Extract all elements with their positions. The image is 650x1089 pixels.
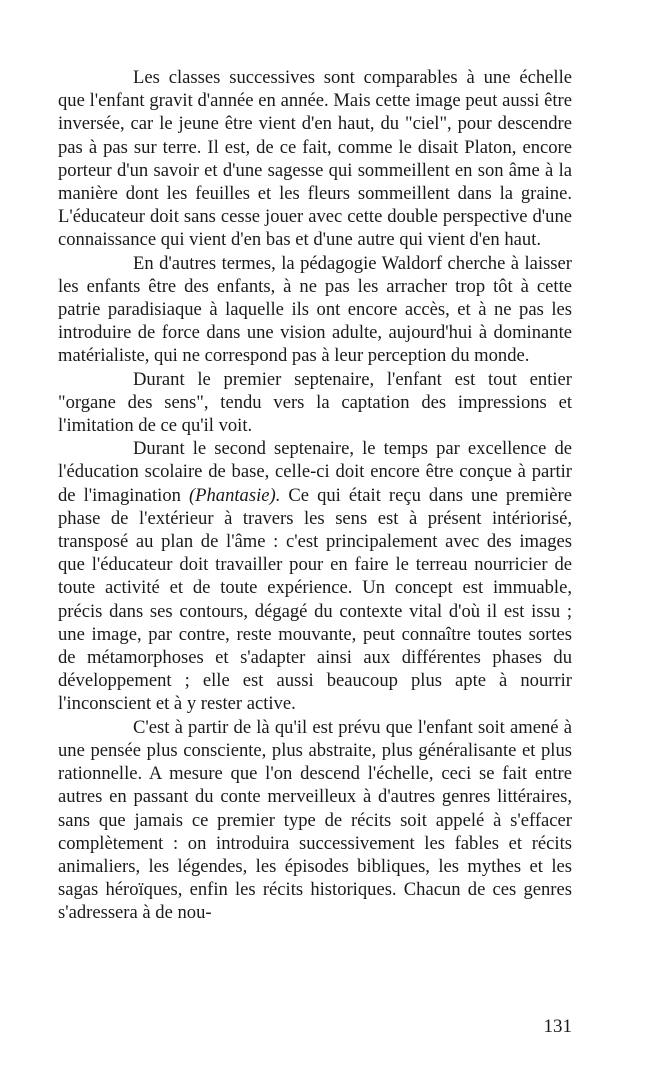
- paragraph-4: [58, 437, 572, 715]
- paragraph-2: En d'autres termes, la pédagogie Waldorf cherche à laisser les enfants être des enfants, à ne pas les arracher trop tôt à cette patrie paradisiaque à laquelle ils ont encore accès, et à ne pas les introduire de force dans une vision adulte, aujourd'hui à dominante matérialiste, qui ne correspond pas à leur perception du monde.: [58, 252, 572, 367]
- body-text: [58, 66, 572, 925]
- paragraph-5: C'est à partir de là qu'il est prévu que l'enfant soit amené à une pensée plus consciente, plus abstraite, plus généralisante et plus rationnelle. A mesure que l'on descend l'échelle, ceci se fait entre autres en passant du conte merveilleux à d'autres genres littéraires, sans que jamais ce premier type de récits soit appelé à s'effacer complètement : on introduira successivement les fables et récits animaliers, les légendes, les épisodes bibliques, les mythes et les sagas héroïques, enfin les récits historiques. Chacun de ces genres s'adressera à de nou-: [58, 716, 572, 924]
- paragraph-1: Les classes successives sont comparables à une échelle que l'enfant gravit d'année en année. Mais cette image peut aussi être inversée, car le jeune être vient d'en haut, du "ciel", pour descendre pas à pas sur terre. Il est, de ce fait, comme le disait Platon, encore porteur d'un savoir et d'une sagesse qui sommeillent en son âme à la manière dont les feuilles et les fleurs sommeillent dans la graine. L'éducateur doit sans cesse jouer avec cette double perspective d'une connaissance qui vient d'en bas et d'une autre qui vient d'en haut.: [58, 67, 572, 251]
- paragraph-4-italic-term: (Phantasie).: [188, 484, 281, 506]
- page-number: 131: [543, 1016, 572, 1037]
- paragraph-3: Durant le premier septenaire, l'enfant est tout entier "organe des sens", tendu vers la captation des impressions et l'imitation de ce qu'il voit.: [58, 368, 572, 437]
- paragraph-4-text-before: Durant le second septenaire, le temps par excellence de l'éducation scolaire de base, celle-ci doit encore être conçue à partir de l'imagination: [58, 438, 572, 506]
- paragraph-4-text-after: Ce qui était reçu dans une première phase de l'extérieur à travers les sens est à présent intériorisé, transposé au plan de l'âme : c'est principalement avec des images que l'éducateur doit travailler pour en faire le terreau nourricier de toute activité et de toute expérience. Un concept est immuable, précis dans ses contours, dégagé du contexte vital d'où il est issu ; une image, par contre, reste mouvante, peut connaître toutes sortes de métamorphoses et s'adapter ainsi aux différentes phases du développement ; elle est aussi beaucoup plus apte à nourrir l'inconscient et à y rester active.: [58, 484, 572, 715]
